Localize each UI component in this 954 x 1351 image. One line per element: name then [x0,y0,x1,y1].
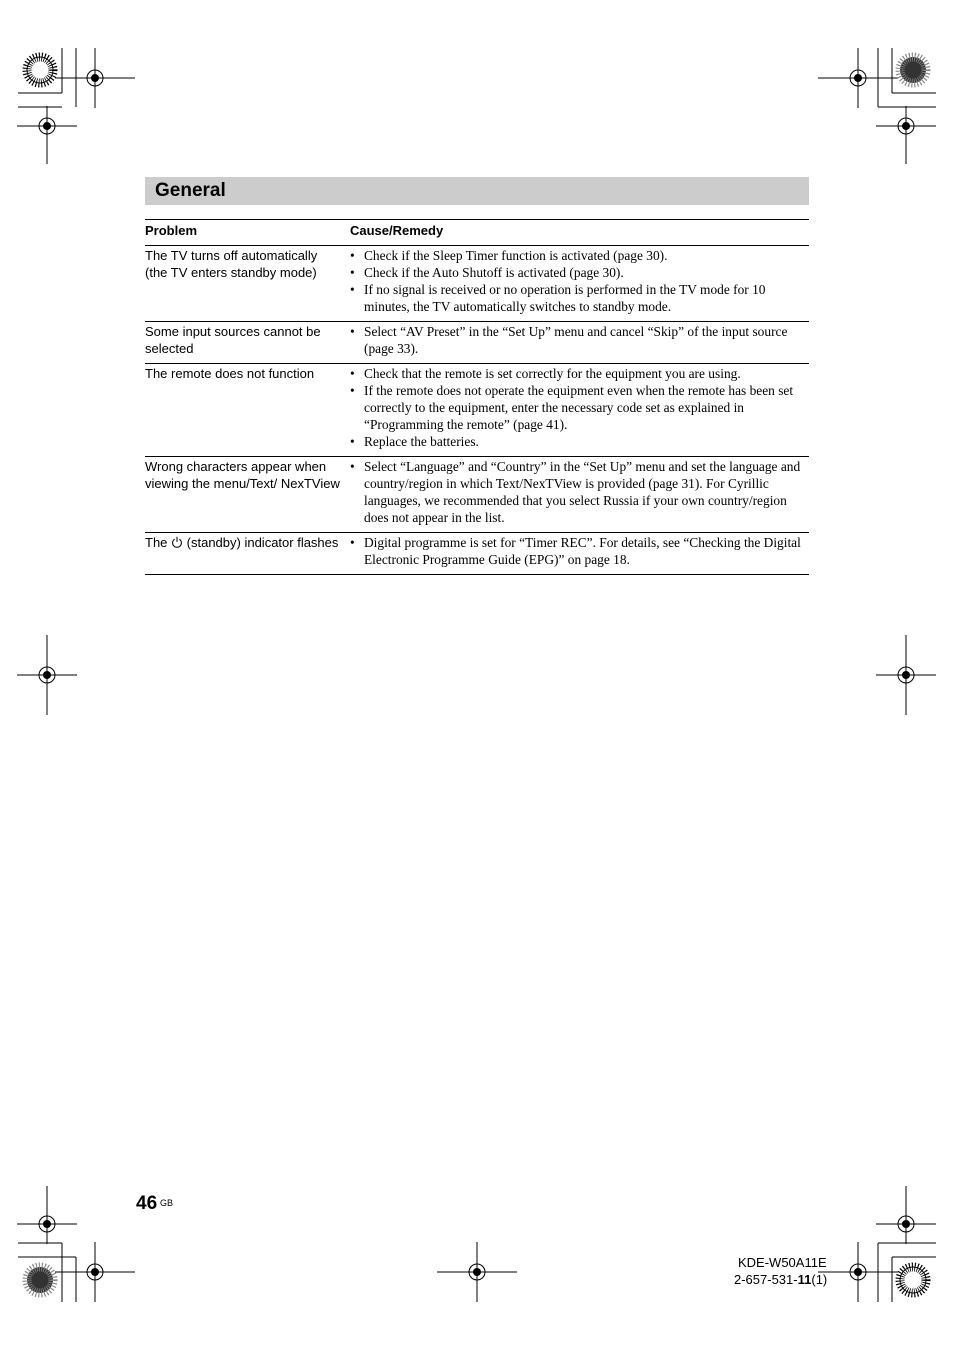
remedy-list [350,534,809,568]
remedy-list [350,323,809,357]
table-row [145,246,809,322]
problem-text: The TV turns off automatically (the TV enters standby mode) [145,248,318,280]
problem-cell [145,533,350,575]
troubleshooting-table [145,219,809,575]
remedy-cell [350,246,809,322]
remedy-item: • Check that the remote is set correctly for the equipment you are using. [350,365,809,382]
remedy-item: • Select “AV Preset” in the “Set Up” menu and cancel “Skip” of the input source (page 33). [350,323,809,357]
problem-cell [145,457,350,533]
remedy-cell [350,457,809,533]
header-cause-remedy: Cause/Remedy [350,220,809,246]
part-number-prefix: 2-657-531- [734,1272,798,1287]
remedy-cell [350,364,809,457]
problem-cell [145,364,350,457]
table-row [145,364,809,457]
remedy-cell [350,533,809,575]
problem-cell [145,246,350,322]
remedy-item: • If the remote does not operate the equipment even when the remote has been set correctly to the equipment, enter the necessary code set as explained in “Programming the remote” (page 41). [350,382,809,433]
problem-text: The remote does not function [145,366,315,381]
remedy-item: • Check if the Sleep Timer function is activated (page 30). [350,247,809,264]
problem-prefix: The [145,535,168,550]
problem-cell [145,322,350,364]
problem-text: Wrong characters appear when viewing the menu/Text/ NexTView [145,459,340,491]
remedy-list [350,247,809,315]
remedy-item: • Replace the batteries. [350,433,809,450]
problem-suffix: (standby) indicator flashes [186,535,339,550]
page-number: 46 [136,1193,158,1214]
table-row [145,533,809,575]
standby-power-icon [171,536,183,548]
model-number: KDE-W50A11E [738,1255,827,1270]
remedy-item: • Check if the Auto Shutoff is activated (page 30). [350,264,809,281]
table-row [145,457,809,533]
section-header-bar [145,177,809,205]
part-number-suffix: (1) [811,1272,828,1287]
header-problem: Problem [145,220,350,246]
remedy-list [350,365,809,450]
problem-text [145,534,350,551]
remedy-item: • Select “Language” and “Country” in the “Set Up” menu and set the language and country/region in which Text/NexTView is provided (page 31). For Cyrillic languages, we recommended that you select Russia if your own country/region does not appear in the list. [350,458,809,526]
table-header-row [145,220,809,246]
part-number [734,1272,827,1288]
remedy-item: • Digital programme is set for “Timer REC”. For details, see “Checking the Digital Electronic Programme Guide (EPG)” on page 18. [350,534,809,568]
remedy-list [350,458,809,526]
problem-text: Some input sources cannot be selected [145,324,321,356]
page-language-code: GB [160,1198,174,1208]
section-title: General [155,180,226,201]
remedy-item: • If no signal is received or no operation is performed in the TV mode for 10 minutes, the TV automatically switches to standby mode. [350,281,809,315]
remedy-cell [350,322,809,364]
table-row [145,322,809,364]
part-number-revision: 11 [797,1272,812,1287]
